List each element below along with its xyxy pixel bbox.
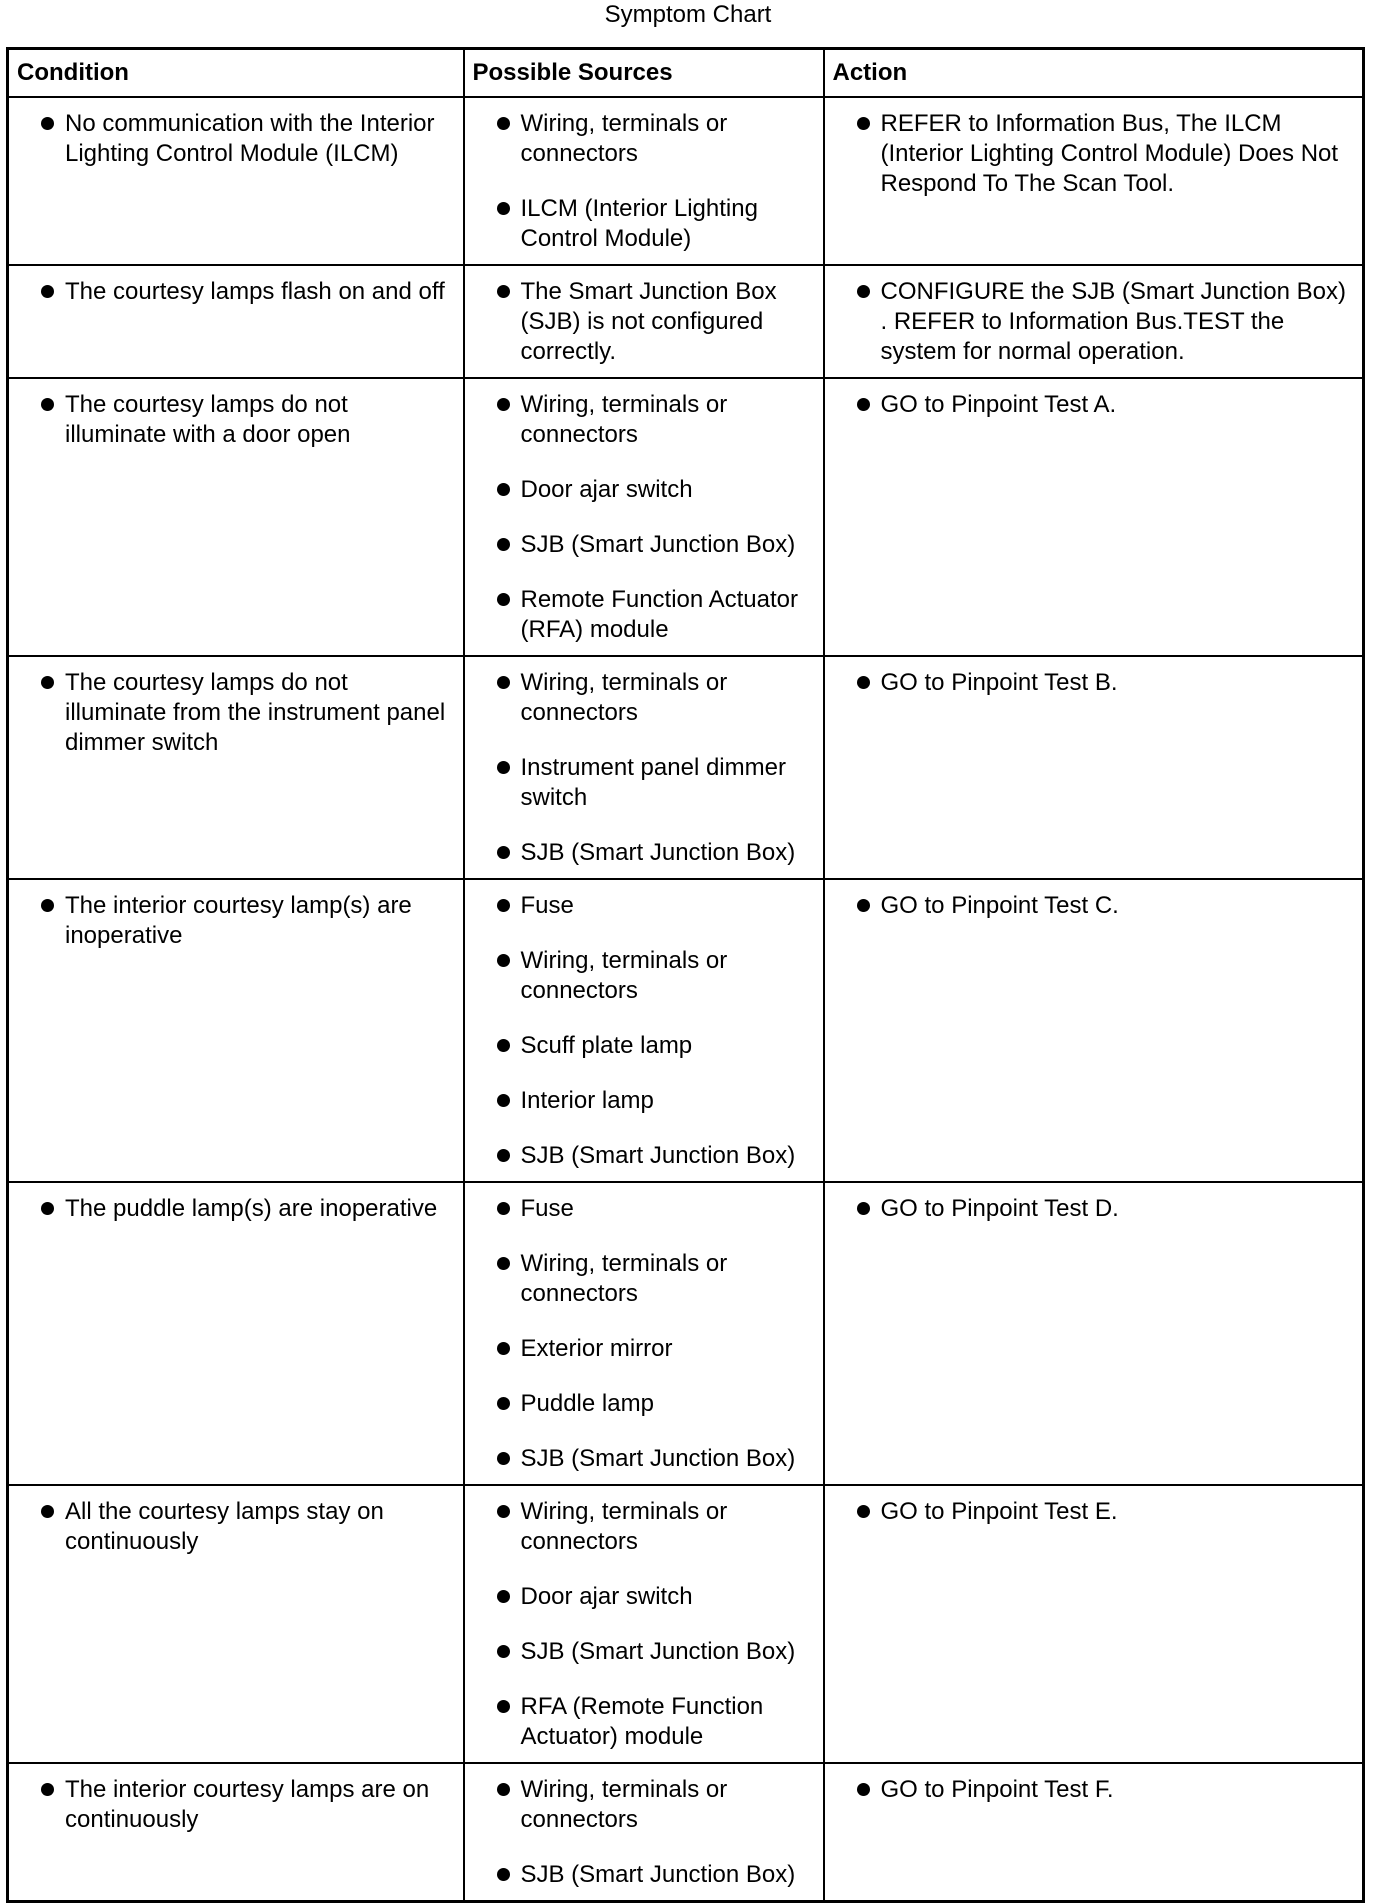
bullet-icon bbox=[857, 676, 870, 689]
bullet-icon bbox=[41, 398, 54, 411]
condition-cell-list bbox=[17, 109, 455, 169]
list-item-text: Remote Function Actuator (RFA) module bbox=[520, 585, 798, 643]
list-item bbox=[17, 1194, 455, 1224]
sources-cell-list bbox=[473, 277, 815, 367]
condition-cell bbox=[8, 1763, 464, 1902]
list-item-text: Wiring, terminals or connectors bbox=[520, 390, 728, 448]
list-item bbox=[473, 1582, 815, 1612]
bullet-icon bbox=[497, 1257, 510, 1270]
action-cell-list bbox=[833, 1497, 1355, 1527]
bullet-icon bbox=[497, 285, 510, 298]
bullet-icon bbox=[497, 1149, 510, 1162]
sources-cell-list bbox=[473, 1497, 815, 1752]
condition-cell bbox=[8, 97, 464, 265]
list-item bbox=[473, 194, 815, 254]
list-item bbox=[473, 390, 815, 450]
bullet-icon bbox=[497, 1505, 510, 1518]
list-item bbox=[473, 1860, 815, 1890]
list-item-text: SJB (Smart Junction Box) bbox=[520, 838, 796, 866]
list-item-text: Wiring, terminals or connectors bbox=[520, 1775, 728, 1833]
list-item-text: GO to Pinpoint Test D. bbox=[880, 1194, 1119, 1222]
list-item bbox=[473, 668, 815, 728]
condition-cell bbox=[8, 1485, 464, 1763]
bullet-icon bbox=[497, 676, 510, 689]
bullet-icon bbox=[497, 954, 510, 967]
bullet-icon bbox=[41, 1505, 54, 1518]
bullet-icon bbox=[41, 1202, 54, 1215]
bullet-icon bbox=[497, 1590, 510, 1603]
symptom-table bbox=[6, 47, 1365, 1903]
sources-cell bbox=[464, 879, 824, 1182]
list-item bbox=[17, 891, 455, 951]
action-cell-list bbox=[833, 891, 1355, 921]
list-item bbox=[473, 1444, 815, 1474]
sources-cell-list bbox=[473, 390, 815, 645]
table-row bbox=[8, 1182, 1364, 1485]
list-item-text: SJB (Smart Junction Box) bbox=[520, 530, 796, 558]
list-item-text: SJB (Smart Junction Box) bbox=[520, 1637, 796, 1665]
page-title: Symptom Chart bbox=[604, 1, 772, 28]
list-item-text: GO to Pinpoint Test E. bbox=[880, 1497, 1118, 1525]
list-item bbox=[473, 1086, 815, 1116]
bullet-icon bbox=[497, 202, 510, 215]
list-item-text: No communication with the Interior Lighting Control Module (ILCM) bbox=[65, 109, 435, 167]
bullet-icon bbox=[497, 593, 510, 606]
list-item bbox=[17, 1775, 455, 1835]
list-item bbox=[473, 277, 815, 367]
list-item bbox=[17, 668, 455, 758]
list-item bbox=[833, 1497, 1355, 1527]
list-item-text: The courtesy lamps do not illuminate with a door open bbox=[65, 390, 351, 448]
bullet-icon bbox=[497, 1868, 510, 1881]
list-item bbox=[473, 1389, 815, 1419]
action-cell-list bbox=[833, 390, 1355, 420]
list-item-text: The interior courtesy lamps are on continuously bbox=[65, 1775, 430, 1833]
list-item bbox=[17, 277, 455, 307]
list-item-text: CONFIGURE the SJB (Smart Junction Box) . REFER to Information Bus.TEST the system for normal operation. bbox=[880, 277, 1346, 365]
list-item-text: Interior lamp bbox=[520, 1086, 654, 1114]
bullet-icon bbox=[497, 899, 510, 912]
bullet-icon bbox=[497, 1452, 510, 1465]
sources-cell bbox=[464, 265, 824, 378]
action-cell-list bbox=[833, 1194, 1355, 1224]
bullet-icon bbox=[857, 1202, 870, 1215]
table-row bbox=[8, 97, 1364, 265]
action-cell bbox=[824, 265, 1364, 378]
condition-cell-list bbox=[17, 277, 455, 307]
bullet-icon bbox=[857, 1783, 870, 1796]
action-cell bbox=[824, 656, 1364, 879]
sources-cell bbox=[464, 1485, 824, 1763]
list-item-text: Wiring, terminals or connectors bbox=[520, 946, 728, 1004]
sources-cell bbox=[464, 378, 824, 656]
list-item-text: Door ajar switch bbox=[520, 475, 693, 503]
sources-cell-list bbox=[473, 668, 815, 868]
bullet-icon bbox=[497, 1039, 510, 1052]
list-item bbox=[833, 390, 1355, 420]
list-item bbox=[473, 1692, 815, 1752]
list-item bbox=[833, 668, 1355, 698]
list-item bbox=[473, 1249, 815, 1309]
list-item-text: Instrument panel dimmer switch bbox=[520, 753, 786, 811]
bullet-icon bbox=[857, 1505, 870, 1518]
bullet-icon bbox=[497, 761, 510, 774]
table-row bbox=[8, 656, 1364, 879]
list-item-text: Wiring, terminals or connectors bbox=[520, 668, 728, 726]
list-item-text: The courtesy lamps flash on and off bbox=[65, 277, 445, 305]
action-cell-list bbox=[833, 1775, 1355, 1805]
table-row bbox=[8, 1485, 1364, 1763]
sources-cell bbox=[464, 1763, 824, 1902]
sources-cell bbox=[464, 656, 824, 879]
condition-cell-list bbox=[17, 668, 455, 758]
list-item-text: Scuff plate lamp bbox=[520, 1031, 693, 1059]
action-cell bbox=[824, 1763, 1364, 1902]
bullet-icon bbox=[497, 1342, 510, 1355]
list-item bbox=[473, 1497, 815, 1557]
bullet-icon bbox=[857, 117, 870, 130]
list-item-text: SJB (Smart Junction Box) bbox=[520, 1860, 796, 1888]
list-item bbox=[17, 390, 455, 450]
list-item-text: GO to Pinpoint Test B. bbox=[880, 668, 1118, 696]
bullet-icon bbox=[857, 398, 870, 411]
list-item bbox=[473, 891, 815, 921]
bullet-icon bbox=[497, 1700, 510, 1713]
bullet-icon bbox=[41, 676, 54, 689]
bullet-icon bbox=[857, 899, 870, 912]
list-item bbox=[473, 1141, 815, 1171]
list-item-text: Wiring, terminals or connectors bbox=[520, 109, 728, 167]
list-item bbox=[473, 1031, 815, 1061]
list-item-text: Exterior mirror bbox=[520, 1334, 673, 1362]
list-item bbox=[473, 1637, 815, 1667]
list-item bbox=[473, 1775, 815, 1835]
sources-cell bbox=[464, 97, 824, 265]
list-item bbox=[473, 946, 815, 1006]
condition-cell-list bbox=[17, 891, 455, 951]
list-item-text: Fuse bbox=[520, 1194, 574, 1222]
bullet-icon bbox=[497, 117, 510, 130]
column-header-action: Action bbox=[824, 49, 1364, 97]
list-item bbox=[17, 1497, 455, 1557]
bullet-icon bbox=[497, 1202, 510, 1215]
list-item-text: REFER to Information Bus, The ILCM (Interior Lighting Control Module) Does Not Respond To The Scan Tool. bbox=[880, 109, 1339, 197]
list-item-text: GO to Pinpoint Test F. bbox=[880, 1775, 1114, 1803]
action-cell bbox=[824, 1182, 1364, 1485]
list-item-text: Wiring, terminals or connectors bbox=[520, 1249, 728, 1307]
sources-cell bbox=[464, 1182, 824, 1485]
list-item-text: The courtesy lamps do not illuminate from the instrument panel dimmer switch bbox=[65, 668, 446, 756]
bullet-icon bbox=[497, 538, 510, 551]
list-item-text: SJB (Smart Junction Box) bbox=[520, 1141, 796, 1169]
list-item-text: Wiring, terminals or connectors bbox=[520, 1497, 728, 1555]
list-item bbox=[833, 1194, 1355, 1224]
list-item-text: ILCM (Interior Lighting Control Module) bbox=[520, 194, 758, 252]
sources-cell-list bbox=[473, 891, 815, 1171]
condition-cell bbox=[8, 879, 464, 1182]
list-item bbox=[473, 1194, 815, 1224]
table-row bbox=[8, 265, 1364, 378]
list-item bbox=[473, 838, 815, 868]
list-item-text: All the courtesy lamps stay on continuously bbox=[65, 1497, 384, 1555]
action-cell-list bbox=[833, 277, 1355, 367]
list-item-text: RFA (Remote Function Actuator) module bbox=[520, 1692, 764, 1750]
table-row bbox=[8, 1763, 1364, 1902]
list-item bbox=[833, 891, 1355, 921]
action-cell bbox=[824, 378, 1364, 656]
list-item-text: The puddle lamp(s) are inoperative bbox=[65, 1194, 438, 1222]
list-item-text: GO to Pinpoint Test A. bbox=[880, 390, 1117, 418]
condition-cell bbox=[8, 265, 464, 378]
list-item bbox=[473, 585, 815, 645]
bullet-icon bbox=[41, 285, 54, 298]
action-cell bbox=[824, 879, 1364, 1182]
bullet-icon bbox=[497, 483, 510, 496]
list-item-text: Door ajar switch bbox=[520, 1582, 693, 1610]
condition-cell-list bbox=[17, 1194, 455, 1224]
list-item-text: SJB (Smart Junction Box) bbox=[520, 1444, 796, 1472]
sources-cell-list bbox=[473, 109, 815, 254]
column-header-condition: Condition bbox=[8, 49, 464, 97]
list-item bbox=[833, 109, 1355, 199]
action-cell bbox=[824, 97, 1364, 265]
list-item-text: Puddle lamp bbox=[520, 1389, 654, 1417]
sources-cell-list bbox=[473, 1775, 815, 1890]
list-item bbox=[17, 109, 455, 169]
list-item bbox=[833, 277, 1355, 367]
condition-cell bbox=[8, 378, 464, 656]
bullet-icon bbox=[41, 1783, 54, 1796]
bullet-icon bbox=[497, 846, 510, 859]
bullet-icon bbox=[857, 285, 870, 298]
bullet-icon bbox=[497, 398, 510, 411]
bullet-icon bbox=[41, 117, 54, 130]
list-item bbox=[473, 1334, 815, 1364]
bullet-icon bbox=[41, 899, 54, 912]
list-item bbox=[473, 475, 815, 505]
list-item bbox=[833, 1775, 1355, 1805]
list-item-text: Fuse bbox=[520, 891, 574, 919]
bullet-icon bbox=[497, 1783, 510, 1796]
list-item-text: The Smart Junction Box (SJB) is not configured correctly. bbox=[520, 277, 777, 365]
condition-cell bbox=[8, 656, 464, 879]
table-row bbox=[8, 879, 1364, 1182]
bullet-icon bbox=[497, 1397, 510, 1410]
condition-cell bbox=[8, 1182, 464, 1485]
table-header-row bbox=[8, 49, 1364, 97]
column-header-possible-sources: Possible Sources bbox=[464, 49, 824, 97]
action-cell bbox=[824, 1485, 1364, 1763]
list-item bbox=[473, 753, 815, 813]
list-item-text: GO to Pinpoint Test C. bbox=[880, 891, 1119, 919]
bullet-icon bbox=[497, 1094, 510, 1107]
action-cell-list bbox=[833, 109, 1355, 199]
condition-cell-list bbox=[17, 390, 455, 450]
condition-cell-list bbox=[17, 1497, 455, 1557]
sources-cell-list bbox=[473, 1194, 815, 1474]
list-item bbox=[473, 109, 815, 169]
table-row bbox=[8, 378, 1364, 656]
condition-cell-list bbox=[17, 1775, 455, 1835]
list-item bbox=[473, 530, 815, 560]
list-item-text: The interior courtesy lamp(s) are inoperative bbox=[65, 891, 412, 949]
bullet-icon bbox=[497, 1645, 510, 1658]
action-cell-list bbox=[833, 668, 1355, 698]
